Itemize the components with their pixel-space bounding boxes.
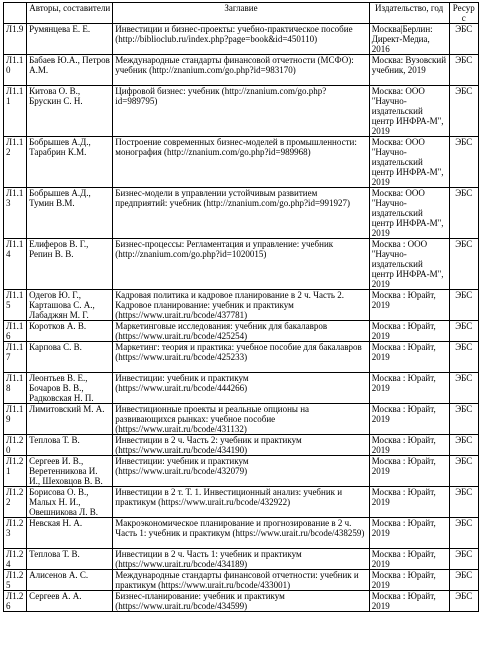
row-number: Л1.15 xyxy=(4,290,27,321)
row-authors: Теплова Т. В. xyxy=(27,435,113,456)
table-row xyxy=(4,86,479,137)
row-authors: Одегов Ю. Г., Карташова С. А., Лабаджян М. Г. xyxy=(27,290,113,321)
table-row xyxy=(4,55,479,86)
row-title: Инвестиции в 2 т. Т. 1. Инвестиционный анализ: учебник и практикум (https://www.urait.ru/bcode/432922) xyxy=(113,487,369,518)
row-number: Л1.22 xyxy=(4,487,27,518)
row-authors: Бабаев Ю.А., Петров А.М. xyxy=(27,55,113,86)
row-number: Л1.20 xyxy=(4,435,27,456)
row-title: Маркетинг: теория и практика: учебное пособие для бакалавров (https://www.urait.ru/bcode/425233) xyxy=(113,342,369,373)
row-publisher: Москва : ООО "Научно-издательский центр ИНФРА-М", 2019 xyxy=(369,239,449,290)
table-row xyxy=(4,239,479,290)
row-number: Л1.24 xyxy=(4,549,27,570)
table-row xyxy=(4,404,479,435)
row-authors: Румянцева Е. Е. xyxy=(27,24,113,55)
row-resource: ЭБС xyxy=(449,570,478,591)
table-body xyxy=(4,24,479,612)
row-resource: ЭБС xyxy=(449,518,478,549)
row-authors: Сергеев И. В., Веретенникова И. И., Шеховцов В. В. xyxy=(27,456,113,487)
row-publisher: Москва : Юрайт, 2019 xyxy=(369,435,449,456)
row-number: Л1.17 xyxy=(4,342,27,373)
row-title: Инвестиции: учебник и практикум (https://www.urait.ru/bcode/432079) xyxy=(113,456,369,487)
row-number: Л1.23 xyxy=(4,518,27,549)
row-authors: Лимитовский М. А. xyxy=(27,404,113,435)
row-title: Международные стандарты финансовой отчетности: учебник и практикум (https://www.urait.ru/bcode/433001) xyxy=(113,570,369,591)
row-resource: ЭБС xyxy=(449,373,478,404)
row-resource: ЭБС xyxy=(449,549,478,570)
row-title: Бизнес-модели в управлении устойчивым развитием предприятий: учебник (http://znanium.com/go.php?id=991927) xyxy=(113,188,369,239)
literature-table-page xyxy=(3,2,479,612)
row-publisher: Москва : Юрайт, 2019 xyxy=(369,321,449,342)
header-resource: Ресурс xyxy=(449,3,478,24)
table-row xyxy=(4,518,479,549)
row-resource: ЭБС xyxy=(449,55,478,86)
row-resource: ЭБС xyxy=(449,290,478,321)
row-publisher: Москва|Берлин: Директ-Медиа, 2016 xyxy=(369,24,449,55)
table-row xyxy=(4,188,479,239)
row-number: Л1.10 xyxy=(4,55,27,86)
row-authors: Китова О. В., Брускин С. Н. xyxy=(27,86,113,137)
row-number: Л1.13 xyxy=(4,188,27,239)
table-row xyxy=(4,373,479,404)
table-row xyxy=(4,290,479,321)
row-resource: ЭБС xyxy=(449,404,478,435)
row-number: Л1.14 xyxy=(4,239,27,290)
row-number: Л1.11 xyxy=(4,86,27,137)
row-title: Бизнес-планирование: учебник и практикум (https://www.urait.ru/bcode/434599) xyxy=(113,591,369,612)
table-row xyxy=(4,24,479,55)
row-title: Инвестиции и бизнес-проекты: учебно-практическое пособие (http://biblioclub.ru/index.php?page=book&id=450110) xyxy=(113,24,369,55)
table-row xyxy=(4,435,479,456)
row-publisher: Москва : Юрайт, 2019 xyxy=(369,591,449,612)
row-authors: Бобрышев А.Д., Тарабрин К.М. xyxy=(27,137,113,188)
row-resource: ЭБС xyxy=(449,456,478,487)
header-publisher: Издательство, год xyxy=(369,3,449,24)
row-publisher: Москва : Юрайт, 2019 xyxy=(369,342,449,373)
row-publisher: Москва: ООО "Научно-издательский центр ИНФРА-М", 2019 xyxy=(369,137,449,188)
row-resource: ЭБС xyxy=(449,487,478,518)
row-title: Инвестиционные проекты и реальные опционы на развивающихся рынках: учебное пособие (https://www.urait.ru/bcode/431132) xyxy=(113,404,369,435)
row-title: Инвестиции в 2 ч. Часть 1: учебник и практикум (https://www.urait.ru/bcode/434189) xyxy=(113,549,369,570)
row-publisher: Москва : Юрайт, 2019 xyxy=(369,456,449,487)
row-title: Инвестиции: учебник и практикум (https://www.urait.ru/bcode/444266) xyxy=(113,373,369,404)
row-resource: ЭБС xyxy=(449,342,478,373)
row-authors: Невская Н. А. xyxy=(27,518,113,549)
row-number: Л1.16 xyxy=(4,321,27,342)
row-title: Бизнес-процессы: Регламентация и управление: учебник (http://znanium.com/go.php?id=1020015) xyxy=(113,239,369,290)
row-number: Л1.18 xyxy=(4,373,27,404)
row-number: Л1.21 xyxy=(4,456,27,487)
row-publisher: Москва : Юрайт, 2019 xyxy=(369,518,449,549)
row-title: Цифровой бизнес: учебник (http://znanium.com/go.php?id=989795) xyxy=(113,86,369,137)
table-row xyxy=(4,456,479,487)
row-title: Макроэкономическое планирование и прогнозирование в 2 ч. Часть 1: учебник и практикум (https://www.urait.ru/bcode/438259) xyxy=(113,518,369,549)
row-publisher: Москва : Юрайт, 2019 xyxy=(369,570,449,591)
row-resource: ЭБС xyxy=(449,591,478,612)
row-resource: ЭБС xyxy=(449,24,478,55)
row-title: Инвестиции в 2 ч. Часть 2: учебник и практикум (https://www.urait.ru/bcode/434190) xyxy=(113,435,369,456)
row-publisher: Москва : Юрайт, 2019 xyxy=(369,549,449,570)
header-number xyxy=(4,3,27,24)
row-number: Л1.26 xyxy=(4,591,27,612)
row-number: Л1.25 xyxy=(4,570,27,591)
row-authors: Карпова С. В. xyxy=(27,342,113,373)
table-row xyxy=(4,342,479,373)
row-title: Построение современных бизнес-моделей в промышленности: монография (http://znanium.com/go.php?id=989968) xyxy=(113,137,369,188)
table-row xyxy=(4,487,479,518)
row-authors: Бобрышев А.Д., Тумин В.М. xyxy=(27,188,113,239)
table-header-row xyxy=(4,3,479,24)
row-publisher: Москва: ООО "Научно-издательский центр ИНФРА-М", 2019 xyxy=(369,86,449,137)
table-row xyxy=(4,591,479,612)
table-row xyxy=(4,321,479,342)
table-row xyxy=(4,549,479,570)
row-authors: Борисова О. В., Малых Н. И., Овешникова Л. В. xyxy=(27,487,113,518)
row-resource: ЭБС xyxy=(449,435,478,456)
row-authors: Теплова Т. В. xyxy=(27,549,113,570)
header-title: Заглавие xyxy=(113,3,369,24)
row-publisher: Москва : Юрайт, 2019 xyxy=(369,404,449,435)
row-authors: Сергеев А. А. xyxy=(27,591,113,612)
row-resource: ЭБС xyxy=(449,188,478,239)
row-publisher: Москва : Юрайт, 2019 xyxy=(369,487,449,518)
row-title: Международные стандарты финансовой отчетности (МСФО): учебник (http://znanium.com/go.php?id=983170) xyxy=(113,55,369,86)
row-authors: Алисенов А. С. xyxy=(27,570,113,591)
row-resource: ЭБС xyxy=(449,137,478,188)
row-resource: ЭБС xyxy=(449,321,478,342)
header-authors: Авторы, составители xyxy=(27,3,113,24)
row-number: Л1.12 xyxy=(4,137,27,188)
row-resource: ЭБС xyxy=(449,86,478,137)
literature-table xyxy=(3,2,479,612)
row-authors: Леонтьев В. Е., Бочаров В. В., Радковская Н. П. xyxy=(27,373,113,404)
row-title: Кадровая политика и кадровое планирование в 2 ч. Часть 2. Кадровое планирование: учебник и практикум (https://www.urait.ru/bcode/437781) xyxy=(113,290,369,321)
row-number: Л1.19 xyxy=(4,404,27,435)
row-resource: ЭБС xyxy=(449,239,478,290)
row-publisher: Москва: Вузовский учебник, 2019 xyxy=(369,55,449,86)
row-publisher: Москва : Юрайт, 2019 xyxy=(369,290,449,321)
table-row xyxy=(4,570,479,591)
row-number: Л1.9 xyxy=(4,24,27,55)
row-authors: Коротков А. В. xyxy=(27,321,113,342)
table-row xyxy=(4,137,479,188)
row-publisher: Москва: ООО "Научно-издательский центр ИНФРА-М", 2019 xyxy=(369,188,449,239)
row-publisher: Москва : Юрайт, 2019 xyxy=(369,373,449,404)
row-title: Маркетинговые исследования: учебник для бакалавров (https://www.urait.ru/bcode/425254) xyxy=(113,321,369,342)
row-authors: Елиферов В. Г., Репин В. В. xyxy=(27,239,113,290)
